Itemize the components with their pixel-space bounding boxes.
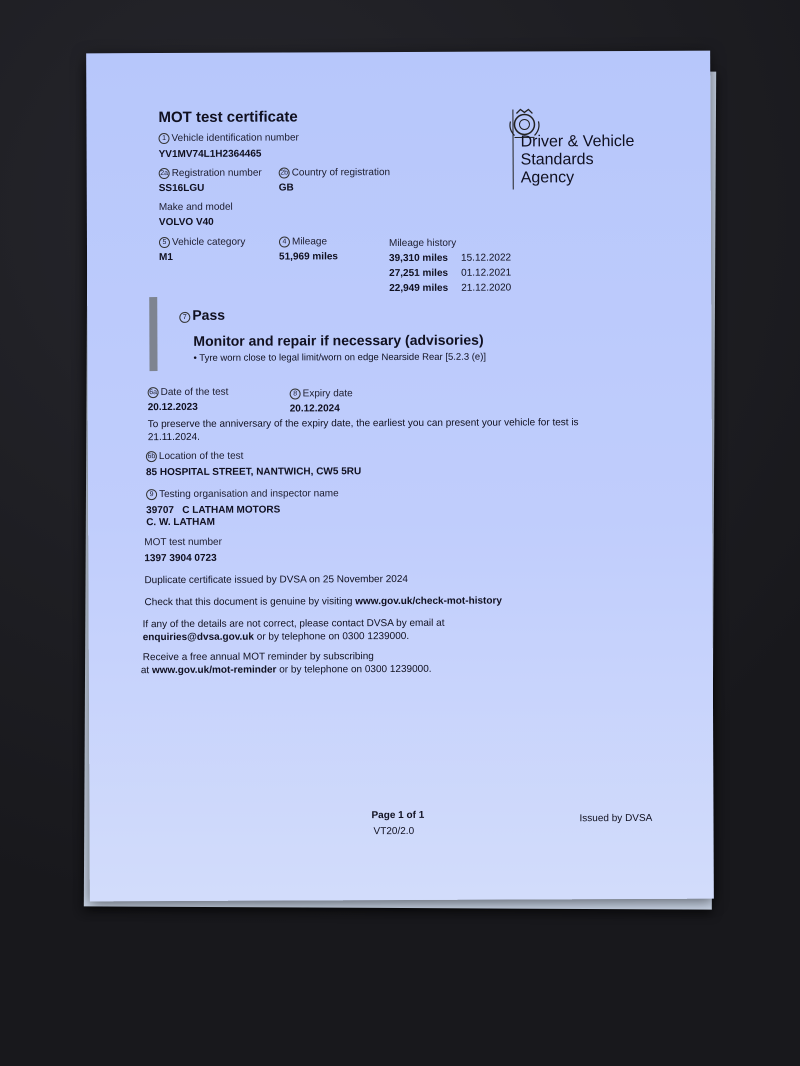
history-miles: 27,251 miles — [389, 267, 449, 280]
issued-by: Issued by DVSA — [579, 812, 653, 825]
contact-note-suffix: or by telephone on 0300 1239000. — [253, 630, 410, 643]
result-field-number: 7 — [179, 312, 190, 323]
reminder-suffix: or by telephone on 0300 1239000. — [276, 663, 432, 676]
mot-number-value: 1397 3904 0723 — [144, 552, 217, 565]
check-note — [145, 596, 502, 609]
agency-name-line3: Agency — [520, 169, 575, 187]
contact-email-link[interactable]: enquiries@dvsa.gov.uk — [142, 631, 254, 644]
location-value: 85 HOSPITAL STREET, NANTWICH, CW5 5RU — [145, 466, 362, 479]
result-status: 7 Pass — [179, 307, 225, 323]
vin-value: YV1MV74L1H2364465 — [158, 148, 262, 161]
form-code: VT20/2.0 — [373, 825, 415, 838]
country-value: GB — [278, 182, 294, 194]
testing-field-number: 9 — [146, 489, 157, 500]
contact-note-line1: If any of the details are not correct, please contact DVSA by email at — [142, 617, 445, 631]
mileage-history-row — [389, 252, 549, 268]
page-number: Page 1 of 1 — [371, 809, 425, 822]
mileage-label: 4 Mileage — [279, 236, 327, 247]
inspector-name: C. W. LATHAM — [146, 516, 215, 529]
mileage-history-list — [389, 252, 549, 298]
duplicate-note: Duplicate certificate issued by DVSA on 25 November 2024 — [144, 573, 408, 587]
registration-value: SS16LGU — [158, 182, 205, 195]
testing-organisation-label: 9 Testing organisation and inspector name — [146, 488, 339, 500]
registration-label: 2a Registration number — [160, 167, 262, 179]
reminder-note-line1: Receive a free annual MOT reminder by subscribing — [142, 651, 374, 664]
result-bar — [149, 297, 157, 371]
location-label: 6b Location of the test — [147, 450, 244, 463]
history-date: 15.12.2022 — [461, 252, 512, 264]
vin-label: 1 Vehicle identification number — [159, 132, 299, 144]
expiry-date-label: 8 Expiry date — [290, 388, 353, 399]
test-date-label: 6a Date of the test — [149, 386, 229, 399]
certificate-title: MOT test certificate — [158, 108, 298, 127]
mot-certificate-page — [86, 51, 714, 902]
test-date-value: 20.12.2023 — [147, 401, 198, 414]
history-date: 01.12.2021 — [461, 267, 512, 279]
testing-organisation-value: 39707 C LATHAM MOTORS — [146, 504, 281, 517]
mot-reminder-link[interactable]: www.gov.uk/mot-reminder — [151, 664, 277, 677]
reminder-prefix: at — [140, 665, 152, 677]
preserve-note-line2: 21.11.2024. — [147, 431, 200, 444]
agency-name-line1: Driver & Vehicle — [520, 132, 635, 151]
check-note-text: Check that this document is genuine by visiting — [144, 596, 356, 609]
category-field-number: 5 — [159, 237, 170, 248]
test-date-field-number: 6a — [148, 387, 159, 398]
registration-field-number: 2a — [159, 168, 170, 179]
history-miles: 39,310 miles — [389, 252, 449, 265]
mot-number-label: MOT test number — [144, 536, 222, 549]
reminder-note-line2 — [141, 664, 432, 676]
contact-note-line2 — [143, 631, 409, 643]
check-mot-link[interactable]: www.gov.uk/check-mot-history — [355, 595, 502, 608]
country-field-number: 2b — [279, 167, 290, 178]
mileage-value: 51,969 miles — [279, 251, 339, 263]
mileage-history-label: Mileage history — [388, 237, 457, 250]
expiry-date-value: 20.12.2024 — [289, 403, 340, 415]
history-date: 21.12.2020 — [461, 282, 512, 294]
location-field-number: 6b — [146, 451, 157, 462]
agency-name — [521, 133, 635, 187]
make-value: VOLVO V40 — [158, 216, 214, 229]
category-value: M1 — [159, 251, 173, 264]
mileage-history-row — [389, 267, 549, 283]
history-miles: 22,949 miles — [389, 282, 449, 295]
category-label: 5 Vehicle category — [159, 237, 245, 248]
country-label: 2b Country of registration — [280, 167, 391, 179]
advisory-heading: Monitor and repair if necessary (advisories) — [193, 331, 484, 349]
agency-name-line2: Standards — [520, 151, 594, 169]
make-label: Make and model — [158, 201, 233, 214]
expiry-date-field-number: 8 — [290, 388, 301, 399]
preserve-note-line1: To preserve the anniversary of the expiry date, the earliest you can present your vehicle for test is — [147, 417, 579, 431]
mileage-history-row — [389, 282, 549, 298]
mileage-field-number: 4 — [279, 236, 290, 247]
advisory-item: • Tyre worn close to legal limit/worn on edge Nearside Rear [5.2.3 (e)] — [193, 351, 487, 364]
vin-field-number: 1 — [159, 133, 170, 144]
